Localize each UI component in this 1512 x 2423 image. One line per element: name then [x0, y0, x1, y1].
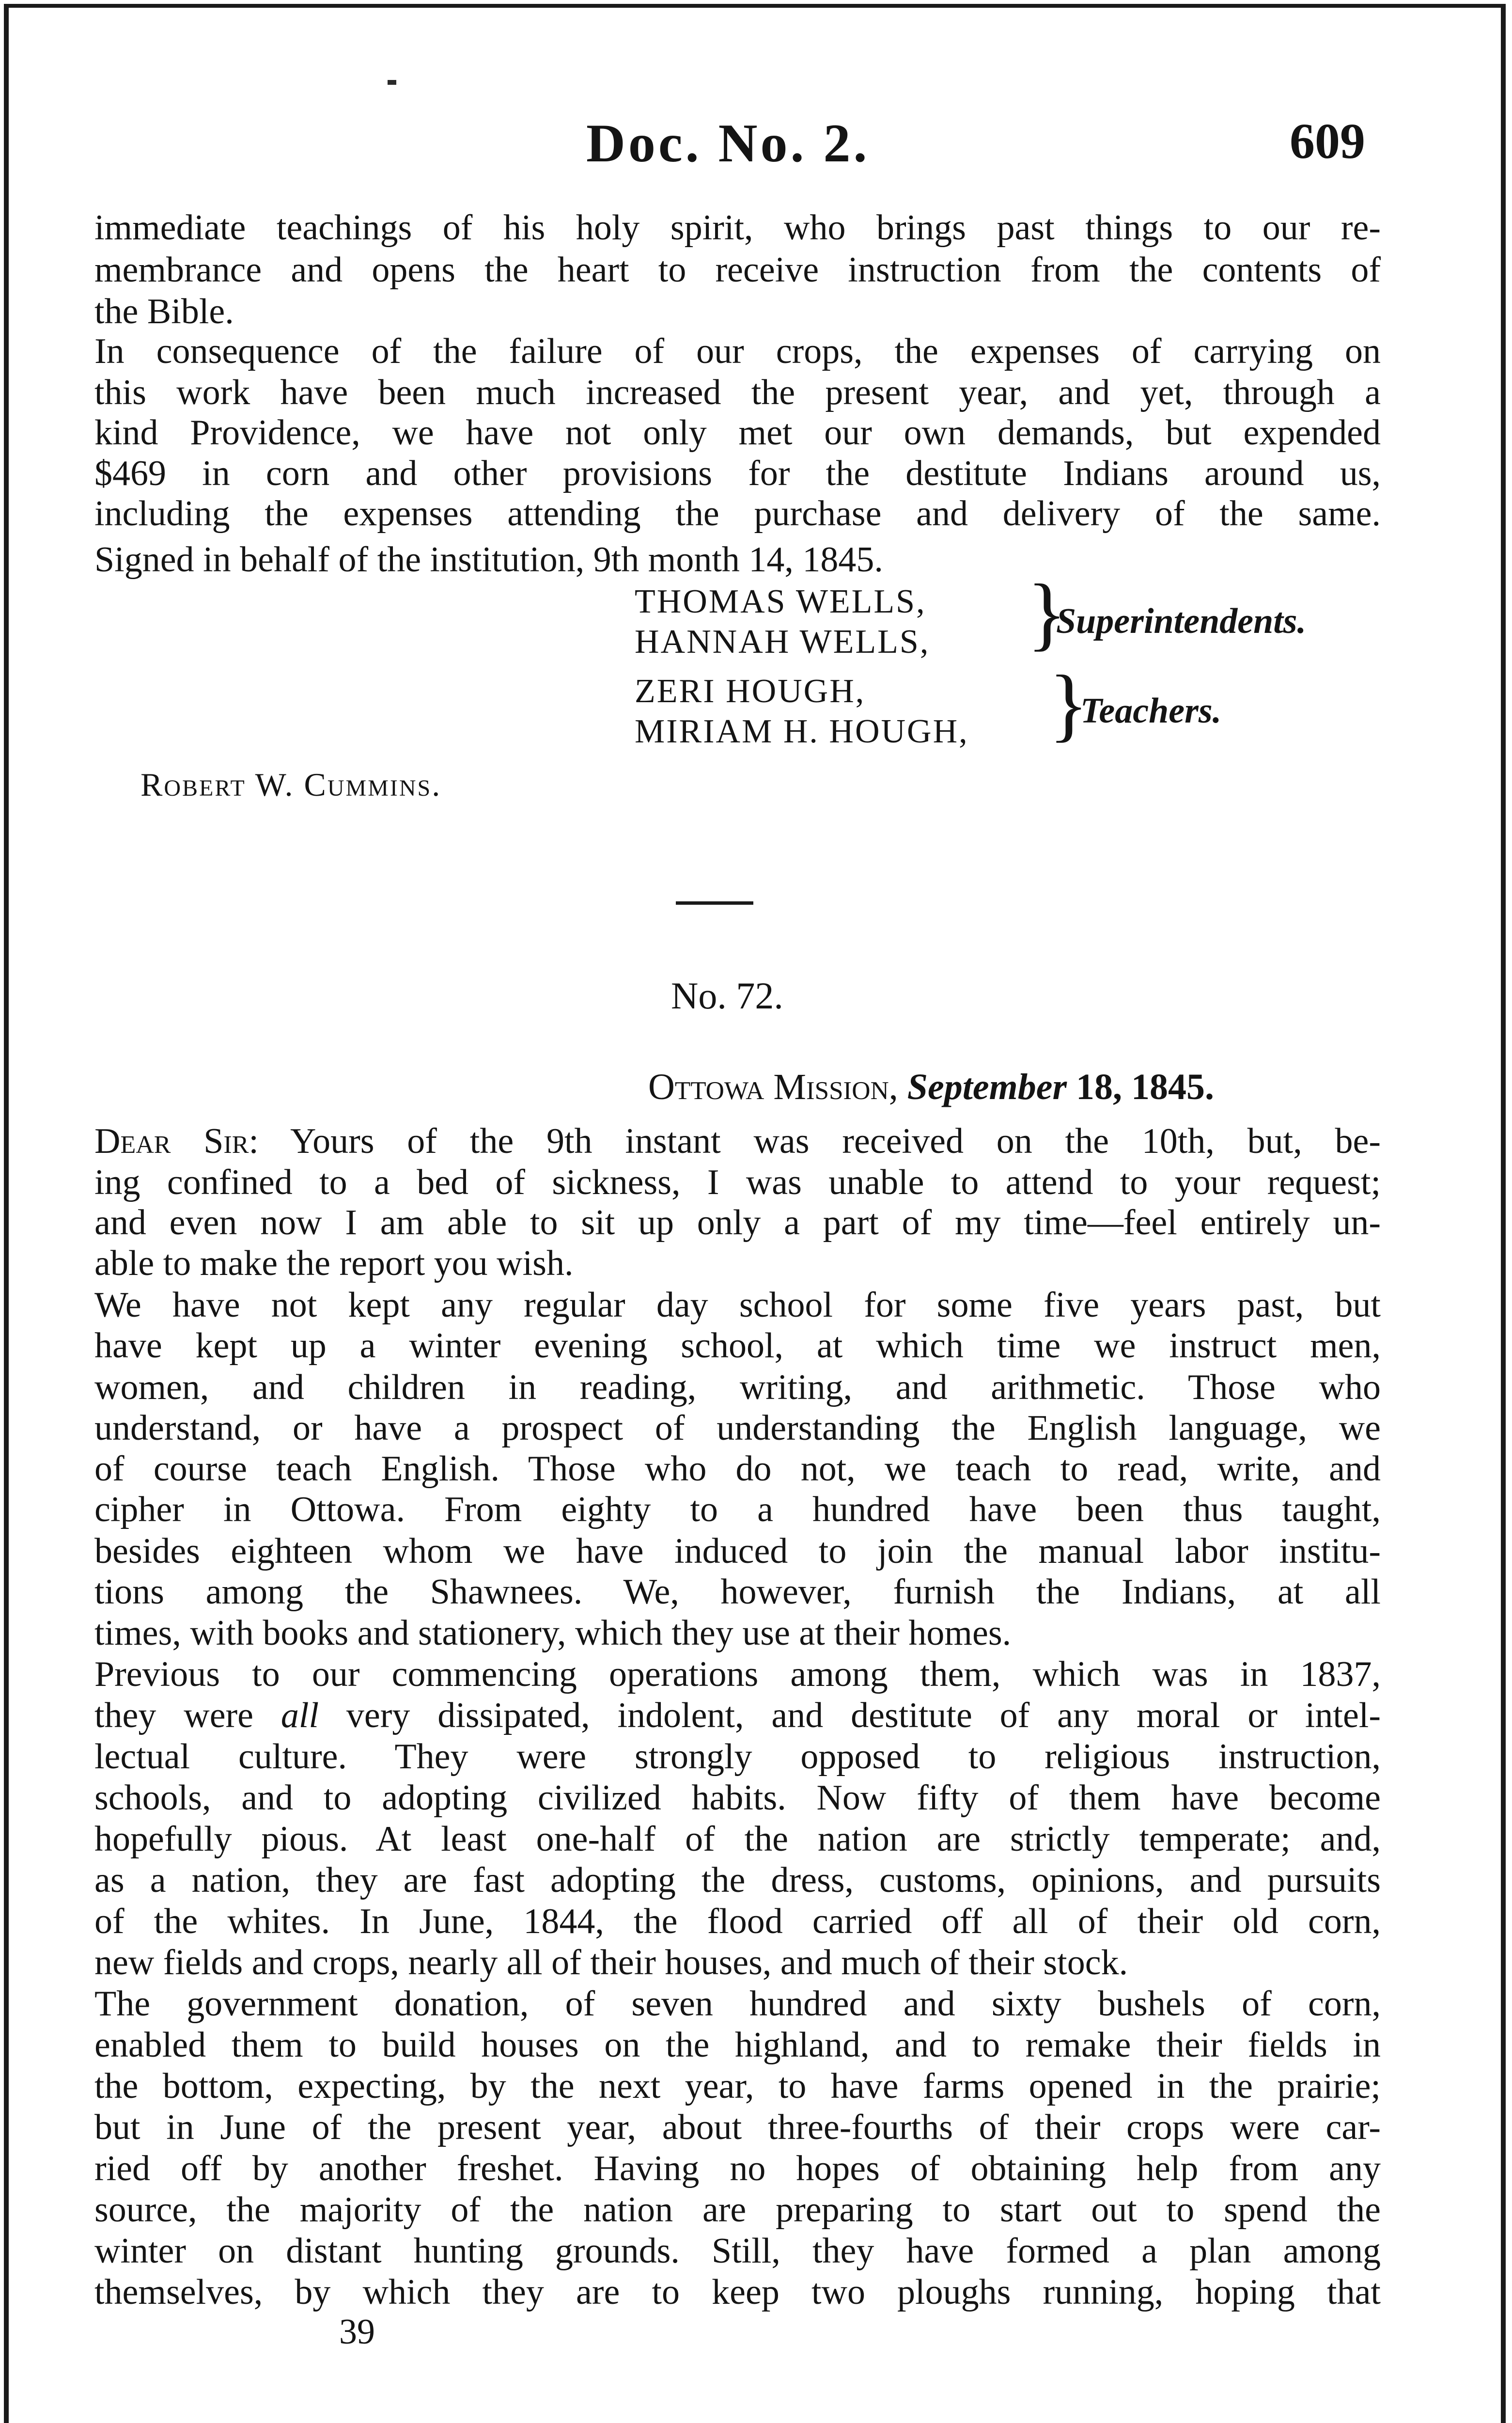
dateline-day-year: 18, 1845.: [1076, 1067, 1215, 1107]
text-line: understand, or have a prospect of understanding the English language, we: [94, 1408, 1381, 1448]
text-line: hopefully pious. At least one-half of the nation are strictly temperate; and,: [94, 1819, 1381, 1859]
text-line: Previous to our commencing operations among them, which was in 1837,: [94, 1654, 1381, 1694]
text-line: besides eighteen whom we have induced to join the manual labor institu-: [94, 1531, 1381, 1571]
text-line: lectual culture. They were strongly opposed to religious instruction,: [94, 1737, 1381, 1777]
text-span: very dissipated, indolent, and destitute of any moral or intel-: [319, 1696, 1381, 1735]
teachers-role: Teachers.: [1080, 691, 1222, 731]
dateline-place: Ottowa Mission,: [648, 1067, 898, 1107]
text-line: enabled them to build houses on the highland, and to remake their fields in: [94, 2025, 1381, 2065]
salutation: Dear Sir:: [94, 1121, 259, 1161]
brace-glyph: }: [1049, 659, 1089, 750]
text-line: cipher in Ottowa. From eighty to a hundred have been thus taught,: [94, 1490, 1381, 1529]
text-line: new fields and crops, nearly all of their houses, and much of their stock.: [94, 1943, 1128, 1982]
brace-glyph: }: [1027, 567, 1067, 659]
text-line: have kept up a winter evening school, at which time we instruct men,: [94, 1326, 1381, 1366]
text-line: immediate teachings of his holy spirit, who brings past things to our re-: [94, 208, 1381, 248]
text-line: Signed in behalf of the institution, 9th month 14, 1845.: [94, 540, 883, 580]
dateline-month: September: [907, 1067, 1067, 1107]
signer-name: Robert W. Cummins.: [140, 766, 442, 803]
text-line: themselves, by which they are to keep two ploughs running, hoping that: [94, 2272, 1381, 2312]
text-line: winter on distant hunting grounds. Still, they have formed a plan among: [94, 2231, 1381, 2271]
text-line: source, the majority of the nation are preparing to start out to spend the: [94, 2190, 1381, 2230]
text-line: In consequence of the failure of our crops, the expenses of carrying on: [94, 331, 1381, 371]
text-line: including the expenses attending the purchase and delivery of the same.: [94, 494, 1381, 534]
text-line: the Bible.: [94, 292, 234, 331]
text-line: schools, and to adopting civilized habits. Now fifty of them have become: [94, 1778, 1381, 1818]
signature-name: THOMAS WELLS,: [635, 583, 926, 620]
page-title: Doc. No. 2.: [586, 113, 870, 173]
text-line: We have not kept any regular day school for some five years past, but: [94, 1285, 1381, 1325]
text-line: $469 in corn and other provisions for the destitute Indians around us,: [94, 454, 1381, 493]
text-line: able to make the report you wish.: [94, 1243, 574, 1283]
text-line: as a nation, they are fast adopting the dress, customs, opinions, and pursuits: [94, 1860, 1381, 1900]
text-line: ing confined to a bed of sickness, I was unable to attend to your request;: [94, 1163, 1381, 1202]
text-line: kind Providence, we have not only met our own demands, but expended: [94, 413, 1381, 453]
text-line: [94, 1694, 1381, 1737]
text-line: ried off by another freshet. Having no hopes of obtaining help from any: [94, 2149, 1381, 2188]
text-line: The government donation, of seven hundred and sixty bushels of corn,: [94, 1984, 1381, 2024]
text-line: membrance and opens the heart to receive instruction from the contents of: [94, 250, 1381, 290]
page-number: 609: [1290, 113, 1365, 169]
signature-name: HANNAH WELLS,: [635, 623, 930, 661]
section-divider: [676, 901, 753, 905]
emphasis: all: [281, 1696, 319, 1735]
signature-mark: 39: [339, 2312, 375, 2352]
signature-name: ZERI HOUGH,: [635, 673, 866, 710]
scan-border-right: [1501, 4, 1506, 2423]
letter-number: No. 72.: [671, 975, 783, 1017]
text-line: but in June of the present year, about three-fourths of their crops were car-: [94, 2108, 1381, 2147]
text-line: times, with books and stationery, which they use at their homes.: [94, 1613, 1012, 1653]
text-line: of course teach English. Those who do not, we teach to read, write, and: [94, 1449, 1381, 1489]
scan-border-left: [4, 4, 9, 2423]
scan-speck: [388, 80, 396, 85]
text-span: they were: [94, 1696, 281, 1735]
text-line: this work have been much increased the present year, and yet, through a: [94, 373, 1381, 412]
scan-border-top: [4, 4, 1506, 8]
signature-name: MIRIAM H. HOUGH,: [635, 713, 969, 750]
text-span: Yours of the 9th instant was received on the 10th, but, be-: [258, 1121, 1381, 1161]
text-line: [94, 1119, 1381, 1163]
text-line: women, and children in reading, writing, and arithmetic. Those who: [94, 1368, 1381, 1407]
text-line: tions among the Shawnees. We, however, furnish the Indians, at all: [94, 1572, 1381, 1612]
dateline: [648, 1066, 1214, 1108]
superintendents-role: Superintendents.: [1056, 601, 1307, 641]
text-line: of the whites. In June, 1844, the flood carried off all of their old corn,: [94, 1902, 1381, 1941]
text-line: and even now I am able to sit up only a part of my time—feel entirely un-: [94, 1203, 1381, 1243]
text-line: the bottom, expecting, by the next year, to have farms opened in the prairie;: [94, 2066, 1381, 2106]
